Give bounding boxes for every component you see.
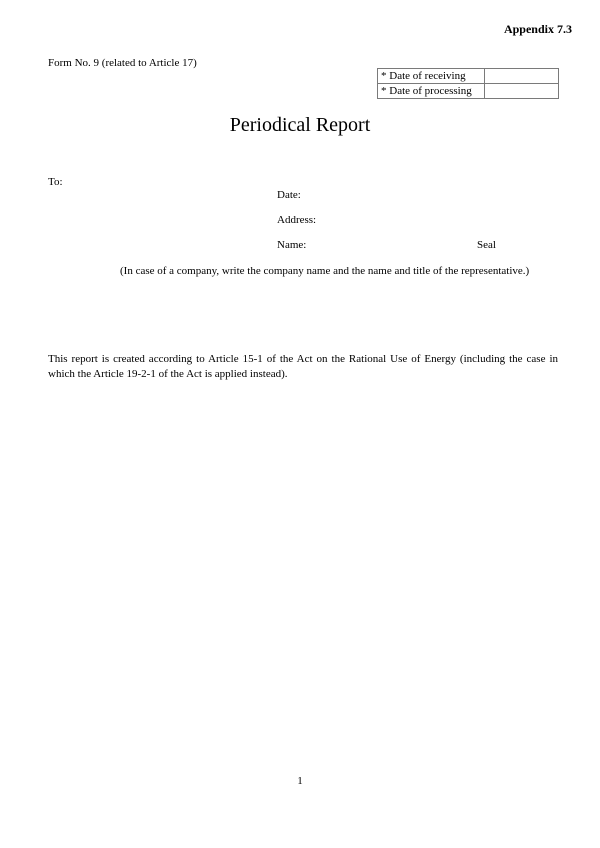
address-label: Address: <box>277 214 317 226</box>
company-note: (In case of a company, write the company name and the name and title of the representative.) <box>120 265 530 277</box>
name-label: Name: <box>277 239 307 251</box>
receipt-row-processing <box>378 84 559 99</box>
to-label: To: <box>48 176 63 188</box>
document-title: Periodical Report <box>229 114 371 136</box>
date-of-processing-field[interactable] <box>485 84 559 99</box>
date-of-processing-label: * Date of processing <box>378 84 485 99</box>
date-of-receiving-label: * Date of receiving <box>378 69 485 84</box>
receipt-row-receiving <box>378 69 559 84</box>
form-number: Form No. 9 (related to Article 17) <box>48 57 197 69</box>
page-number: 1 <box>297 775 303 787</box>
receipt-table <box>377 68 559 99</box>
date-label: Date: <box>277 189 301 201</box>
date-of-receiving-field[interactable] <box>485 69 559 84</box>
statement-paragraph: This report is created according to Article 15-1 of the Act on the Rational Use of Energy (including the case in which the Article 19-2-1 of the Act is applied instead). <box>48 353 558 380</box>
appendix-label: Appendix 7.3 <box>503 22 572 36</box>
seal-label: Seal <box>477 239 496 251</box>
